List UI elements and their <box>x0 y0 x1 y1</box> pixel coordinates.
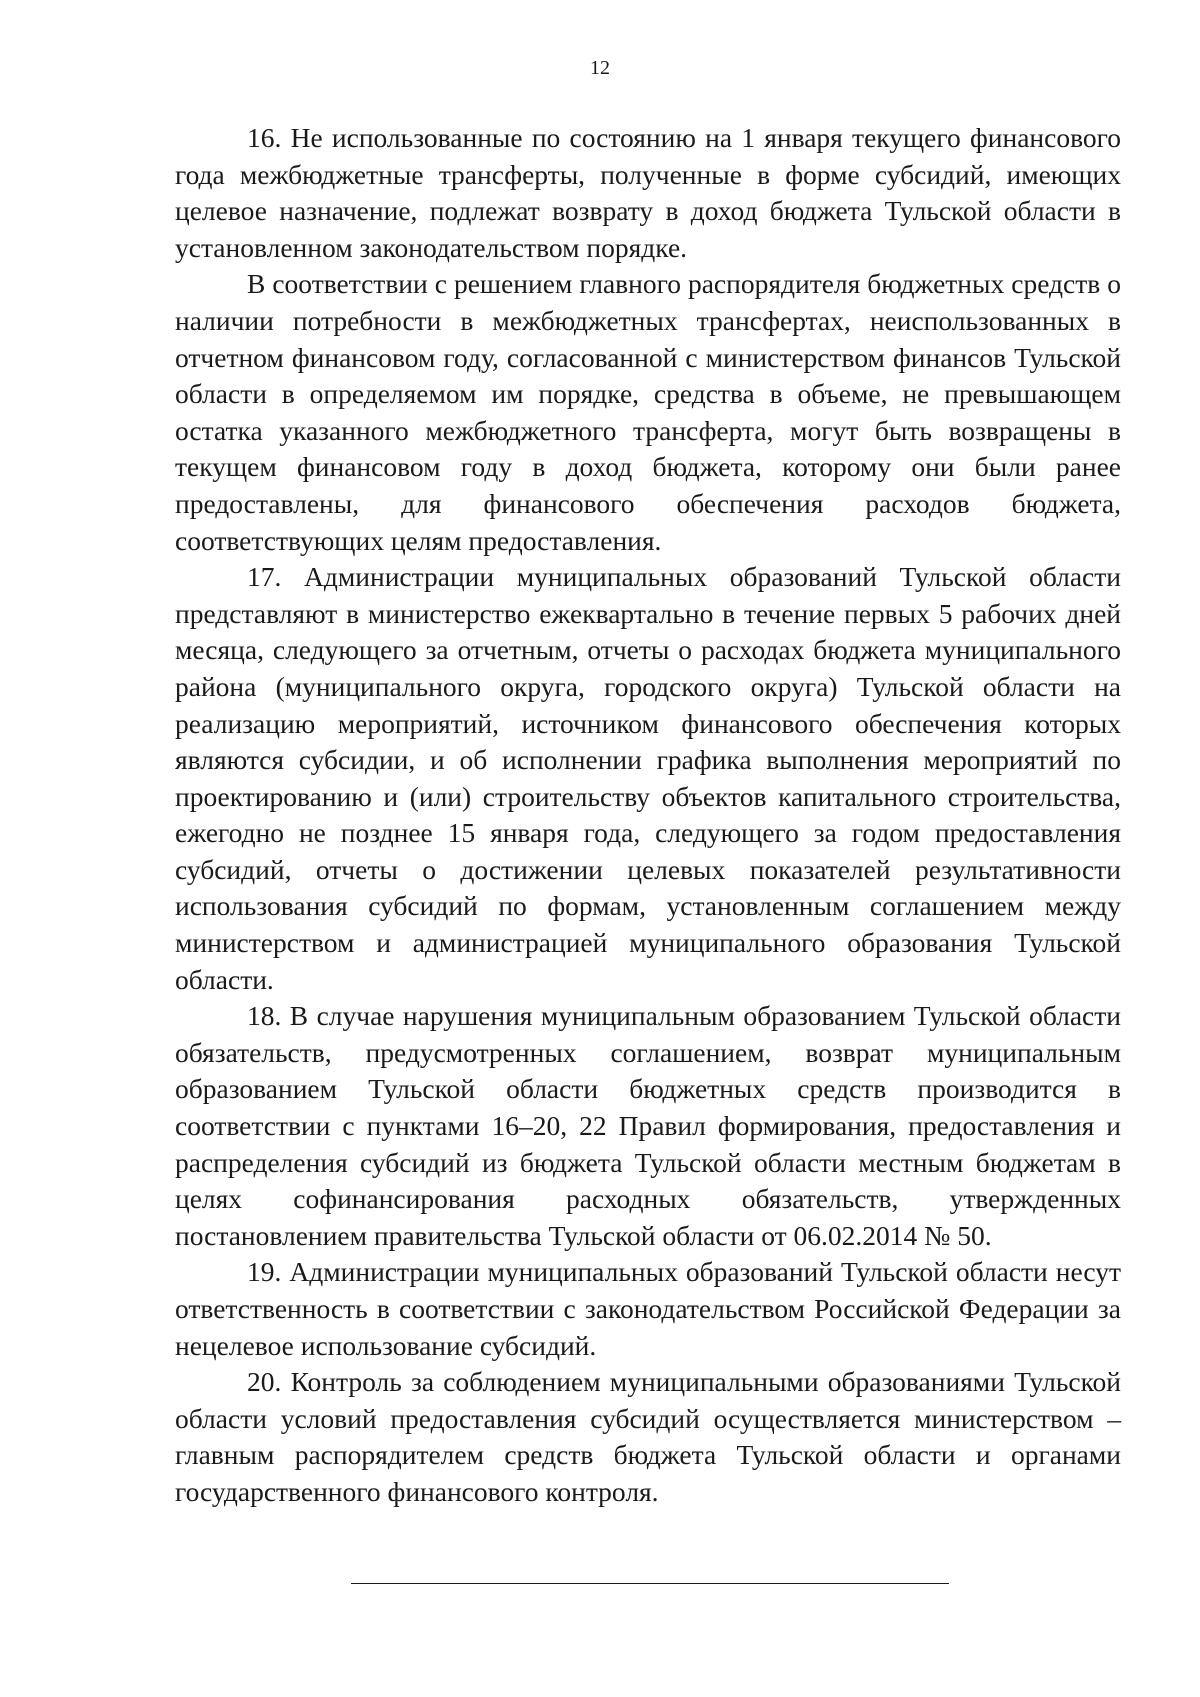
paragraph-17: 17. Администрации муниципальных образований Тульской области представляют в министерство ежеквартально в течение первых 5 рабочих дней месяца, следующего за отчетным, отчеты о расходах бюджета муниципального района (муниципального округа, городского округа) Тульской области на реализацию мероприятий, источником финансового обеспечения которых являются субсидии, и об исполнении графика выполнения мероприятий по проектированию и (или) строительству объектов капитального строительства, ежегодно не позднее 15 января года, следующего за годом предоставления субсидий, отчеты о достижении целевых показателей результативности использования субсидий по формам, установленным соглашением между министерством и администрацией муниципального образования Тульской области. <box>175 561 1121 995</box>
page-number: 12 <box>590 57 610 79</box>
paragraph-18: 18. В случае нарушения муниципальным образованием Тульской области обязательств, предусмотренных соглашением, возврат муниципальным образованием Тульской области бюджетных средств производится в соответствии с пунктами 16–20, 22 Правил формирования, предоставления и распределения субсидий из бюджета Тульской области местным бюджетам в целях софинансирования расходных обязательств, утвержденных постановлением правительства Тульской области от 06.02.2014 № 50. <box>175 1000 1121 1251</box>
end-of-document-rule <box>351 1583 949 1584</box>
paragraph-19: 19. Администрации муниципальных образований Тульской области несут ответственность в соответствии с законодательством Российской Федерации за нецелевое использование субсидий. <box>175 1256 1121 1361</box>
document-body <box>175 120 1121 1511</box>
paragraph-16: 16. Не использованные по состоянию на 1 января текущего финансового года межбюджетные трансферты, полученные в форме субсидий, имеющих целевое назначение, подлежат возврату в доход бюджета Тульской области в установленном законодательством порядке. <box>175 122 1121 263</box>
paragraph-20: 20. Контроль за соблюдением муниципальными образованиями Тульской области условий предоставления субсидий осуществляется министерством – главным распорядителем средств бюджета Тульской области и органами государственного финансового контроля. <box>175 1366 1121 1507</box>
paragraph-16-continuation: В соответствии с решением главного распорядителя бюджетных средств о наличии потребности в межбюджетных трансфертах, неиспользованных в отчетном финансовом году, согласованной с министерством финансов Тульской области в определяемом им порядке, средства в объеме, не превышающем остатка указанного межбюджетного трансферта, могут быть возвращены в текущем финансовом году в доход бюджета, которому они были ранее предоставлены, для финансового обеспечения расходов бюджета, соответствующих целям предоставления. <box>175 268 1121 556</box>
